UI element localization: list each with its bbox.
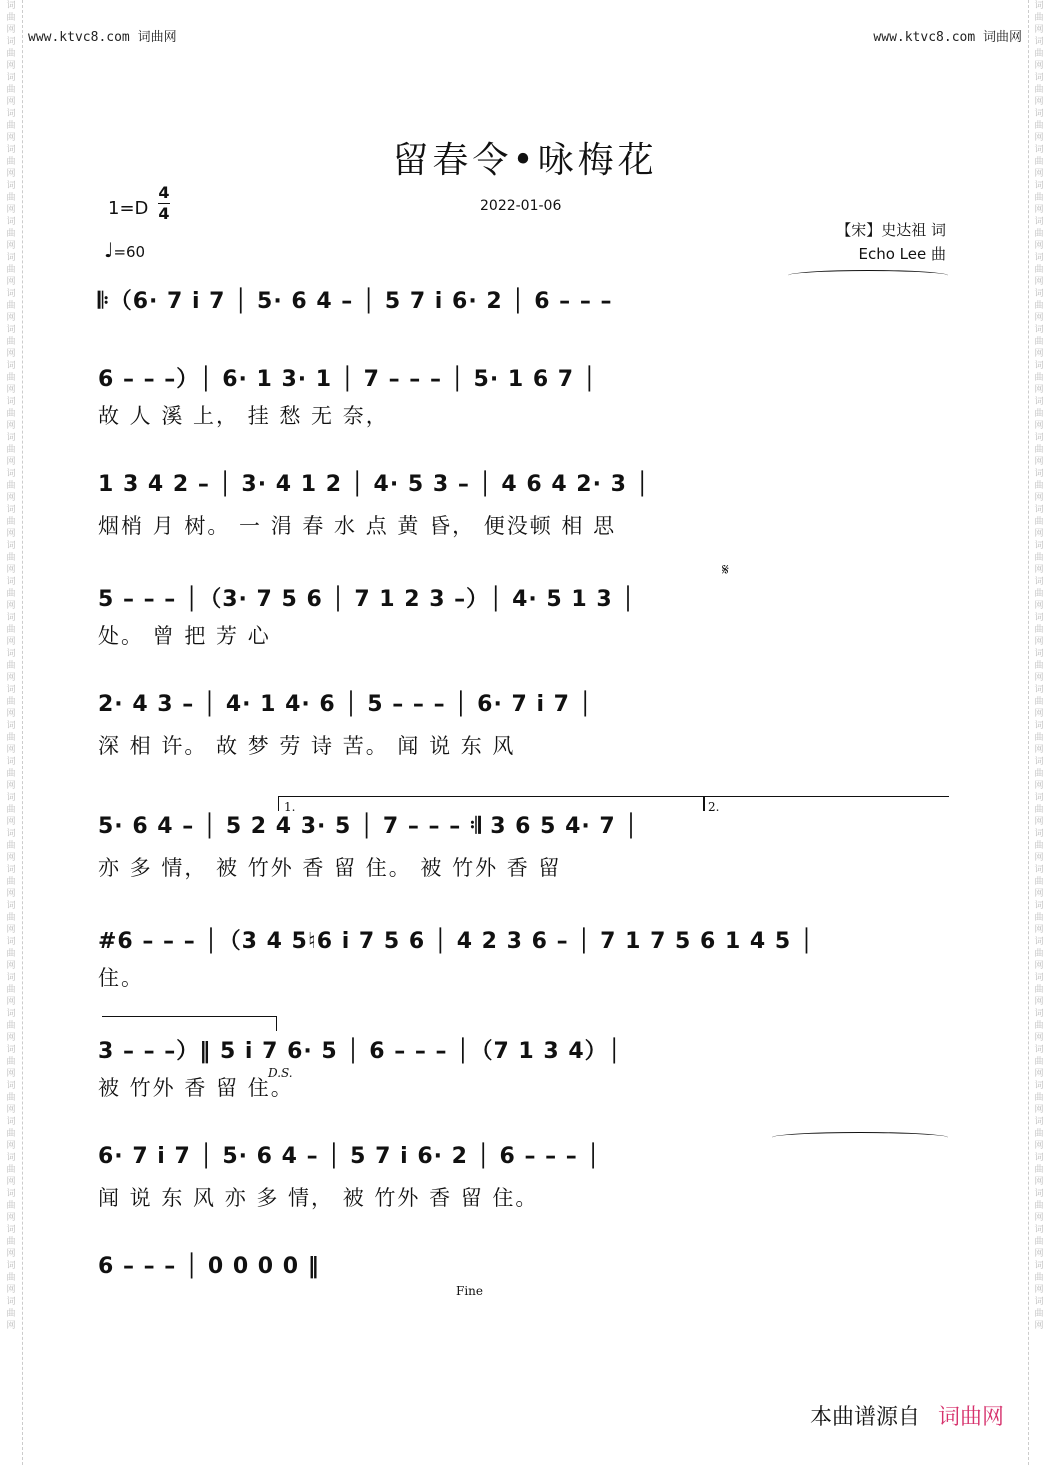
- time-signature: [158, 184, 170, 223]
- fine-mark: Fine: [456, 1284, 483, 1298]
- notation: 5 – – – │（3· 7 5 6 │ 7 1 2 3 –）│ 4· 5 1 3 │: [98, 587, 636, 612]
- song-date: 2022-01-06: [480, 198, 562, 214]
- tempo-value: =60: [113, 243, 146, 261]
- key-signature: 1=D: [108, 198, 149, 219]
- lyrics: 处。 曾 把 芳 心: [98, 624, 271, 648]
- volta-2: 2.: [708, 800, 720, 814]
- source-brand-link[interactable]: 词曲网: [937, 1405, 1004, 1430]
- quarter-note-icon: ♩: [104, 238, 114, 262]
- notation: 2· 4 3 – │ 4· 1 4· 6 │ 5 – – – │ 6· 7 i 7 │: [98, 692, 593, 717]
- time-top: 4: [158, 183, 170, 202]
- lyrics: 故 人 溪 上， 挂 愁 无 奈，: [98, 404, 389, 428]
- composer: Echo Lee 曲: [858, 245, 946, 263]
- notation: 6 – – – │ 0 0 0 0 ‖: [98, 1254, 320, 1279]
- time-bottom: 4: [158, 204, 170, 223]
- credits: [836, 218, 946, 266]
- margin-line-left: [22, 0, 23, 1465]
- tempo-mark: [104, 238, 145, 262]
- notation: 𝄆（6· 7 i 7 │ 5· 6 4 – │ 5 7 i 6· 2 │ 6 – – –: [98, 289, 613, 314]
- margin-line-right: [1028, 0, 1029, 1465]
- lyricist: 【宋】史达祖 词: [836, 221, 946, 239]
- lyrics: 被 竹外 香 留 住。: [98, 1076, 294, 1100]
- song-title: 留春令•咏梅花: [392, 140, 658, 181]
- volta-2-bracket-end: [102, 1016, 277, 1031]
- site-url-left[interactable]: www.ktvc8.com 词曲网: [28, 30, 177, 45]
- lyrics: 深 相 许。 故 梦 劳 诗 苦。 闻 说 东 风: [98, 734, 516, 758]
- notation: 1 3 4 2 – │ 3· 4 1 2 │ 4· 5 3 – │ 4 6 4 2· 3 │: [98, 472, 650, 497]
- tie-slur: [772, 1132, 948, 1143]
- notation: 6· 7 i 7 │ 5· 6 4 – │ 5 7 i 6· 2 │ 6 – – – │: [98, 1144, 601, 1169]
- site-url-right[interactable]: www.ktvc8.com 词曲网: [873, 30, 1022, 45]
- watermark-left: 词曲网词曲网词曲网词曲网词曲网词曲网词曲网词曲网词曲网词曲网词曲网词曲网词曲网词曲网词曲网词曲网词曲网词曲网词曲网词曲网词曲网词曲网词曲网词曲网词曲网词曲网词曲网词曲网词曲网词曲网词曲网词曲网词曲网词曲网词曲网词曲网词曲网: [6, 1, 16, 1331]
- volta-1: 1.: [284, 800, 296, 814]
- tie-slur: [788, 270, 948, 281]
- notation: 3 – – –）‖ 5 i 7 6· 5 │ 6 – – – │（7 1 3 4）│: [98, 1039, 622, 1064]
- watermark-right: 词曲网词曲网词曲网词曲网词曲网词曲网词曲网词曲网词曲网词曲网词曲网词曲网词曲网词曲网词曲网词曲网词曲网词曲网词曲网词曲网词曲网词曲网词曲网词曲网词曲网词曲网词曲网词曲网词曲网词曲网词曲网词曲网词曲网词曲网词曲网词曲网词曲网: [1034, 1, 1044, 1331]
- segno-icon: 𝄋: [722, 560, 729, 579]
- source-label: 本曲谱源自: [809, 1405, 920, 1430]
- lyrics: 闻 说 东 风 亦 多 情， 被 竹外 香 留 住。: [98, 1186, 539, 1210]
- lyrics: 住。: [98, 966, 144, 990]
- notation: #6 – – – │（3 4 5♮6 i 7 5 6 │ 4 2 3 6 – │ 7 1 7 5 6 1 4 5 │: [98, 929, 815, 954]
- ds-mark: D.S.: [268, 1066, 293, 1080]
- notation: 6 – – –）│ 6· 1 3· 1 │ 7 – – – │ 5· 1 6 7 │: [98, 367, 597, 392]
- lyrics: 烟梢 月 树。 一 涓 春 水 点 黄 昏， 便没顿 相 思: [98, 514, 617, 538]
- volta-2-bracket: [704, 796, 949, 811]
- source-credit: [810, 1400, 1004, 1431]
- notation: 5· 6 4 – │ 5 2 4 3· 5 │ 7 – – – 𝄇 3 6 5 4· 7 │: [98, 814, 639, 839]
- volta-1-bracket: [278, 796, 704, 811]
- lyrics: 亦 多 情， 被 竹外 香 留 住。 被 竹外 香 留: [98, 856, 562, 880]
